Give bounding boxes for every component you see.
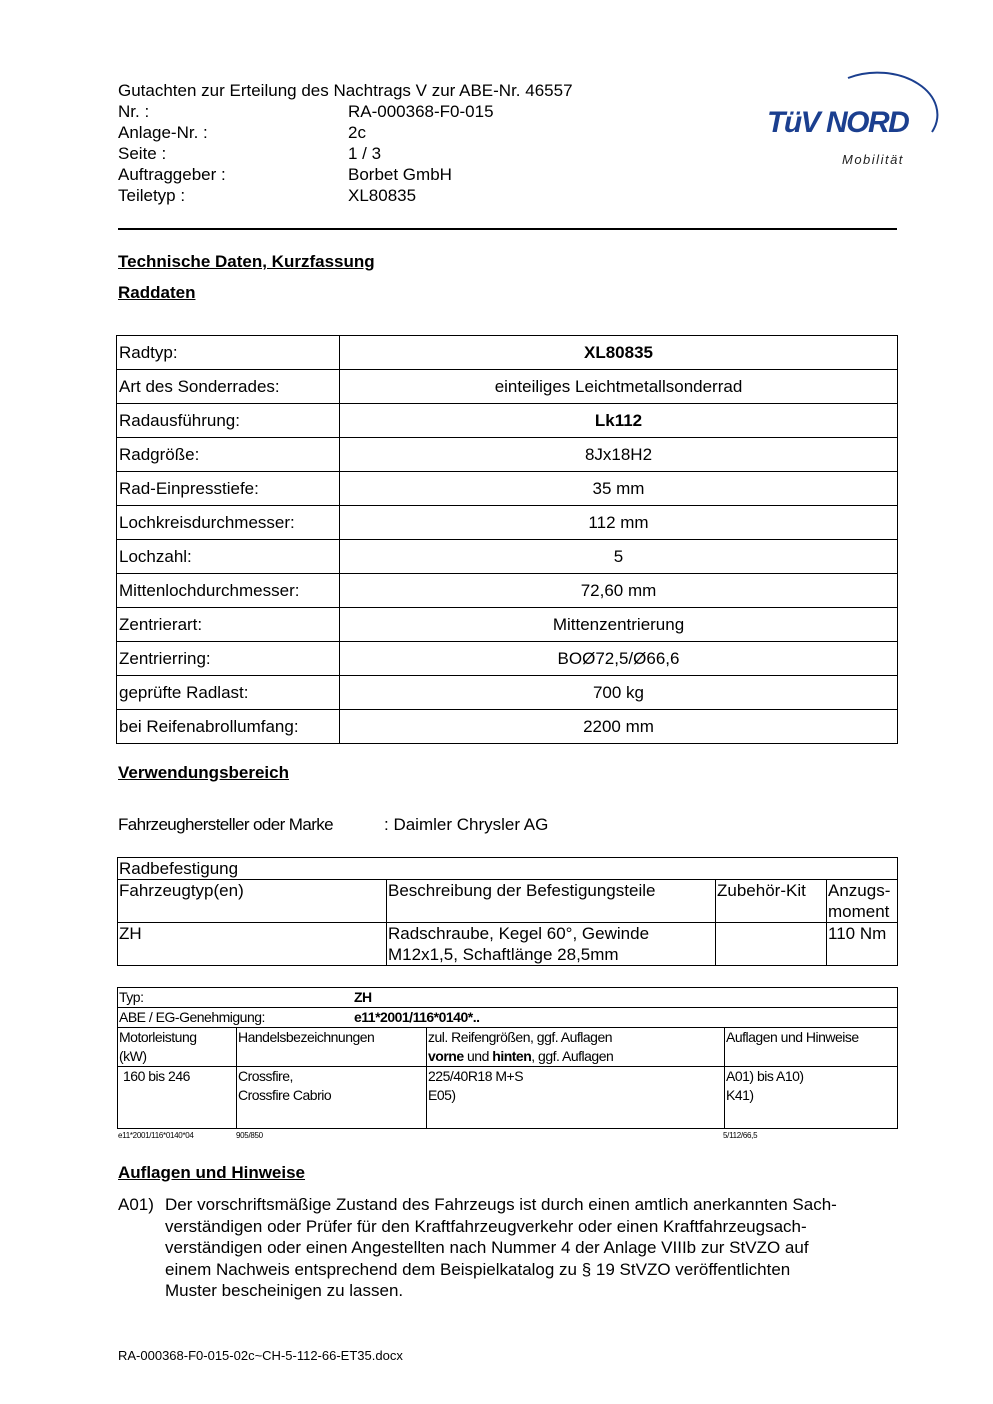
table-row bbox=[117, 676, 898, 710]
raddaten-value: 5 bbox=[340, 540, 898, 574]
column-header: Zubehör-Kit bbox=[716, 880, 827, 923]
condition-text-line: einem Nachweis entsprechend dem Beispielkatalog zu § 19 StVZO veröffentlichten bbox=[165, 1259, 791, 1279]
column-header-bold: vorne bbox=[428, 1048, 464, 1064]
table-row bbox=[117, 336, 898, 370]
document-footer: RA-000368-F0-015-02c~CH-5-112-66-ET35.docx bbox=[118, 1348, 403, 1363]
raddaten-value: XL80835 bbox=[340, 336, 898, 370]
table-cell-line: 225/40R18 M+S bbox=[428, 1068, 524, 1084]
raddaten-value: einteiliges Leichtmetallsonderrad bbox=[340, 370, 898, 404]
table-row bbox=[118, 1067, 898, 1129]
raddaten-label: Lochzahl: bbox=[117, 540, 340, 574]
table-row bbox=[117, 608, 898, 642]
table-cell-line: A01) bis A10) bbox=[726, 1068, 804, 1084]
header-label: Nr. : bbox=[118, 102, 150, 121]
table-cell bbox=[725, 1067, 898, 1129]
table-row bbox=[117, 642, 898, 676]
logo-subtitle: Mobilität bbox=[842, 152, 904, 167]
raddaten-label: bei Reifenabrollumfang: bbox=[117, 710, 340, 744]
header-label: Auftraggeber : bbox=[118, 165, 226, 184]
raddaten-table bbox=[116, 335, 898, 744]
footnote-weights: 905/850 bbox=[236, 1131, 263, 1140]
table-row bbox=[117, 438, 898, 472]
condition-text-line: verständigen oder Prüfer für den Kraftfahrzeugverkehr oder einen Kraftfahrzeugsach- bbox=[165, 1216, 807, 1236]
column-header: Auflagen und Hinweise bbox=[725, 1028, 898, 1067]
footnote-bolt-pattern: 5/112/66,5 bbox=[723, 1131, 758, 1140]
typ-label: Typ: bbox=[119, 989, 144, 1005]
column-header: Beschreibung der Befestigungsteile bbox=[387, 880, 716, 923]
column-header-line: Motorleistung bbox=[119, 1029, 197, 1045]
column-header: Fahrzeugtyp(en) bbox=[118, 880, 387, 923]
header-value: RA-000368-F0-015 bbox=[348, 102, 494, 121]
table-row bbox=[117, 540, 898, 574]
raddaten-label: Radgröße: bbox=[117, 438, 340, 472]
logo-wordmark: TüV NORD bbox=[767, 106, 909, 139]
table-row bbox=[118, 988, 898, 1008]
condition-code: A01) bbox=[118, 1195, 154, 1214]
condition-text-line: Der vorschriftsmäßige Zustand des Fahrzeugs ist durch einen amtlich anerkannten Sach- bbox=[165, 1195, 837, 1214]
table-row bbox=[117, 506, 898, 540]
table-cell-line: Radschraube, Kegel 60°, Gewinde bbox=[388, 924, 650, 943]
table-row bbox=[117, 472, 898, 506]
table-cell bbox=[118, 1067, 237, 1129]
header-row-teiletyp bbox=[118, 185, 898, 206]
table-cell: 110 Nm bbox=[827, 923, 898, 966]
section-auflagen-heading: Auflagen und Hinweise bbox=[118, 1163, 306, 1182]
table-cell-line: Crossfire, bbox=[238, 1068, 293, 1084]
table-cell bbox=[237, 1067, 427, 1129]
column-header-text: und bbox=[463, 1048, 493, 1064]
raddaten-label: Rad-Einpresstiefe: bbox=[117, 472, 340, 506]
column-header bbox=[827, 880, 898, 923]
column-header-text: , ggf. Auflagen bbox=[531, 1048, 614, 1064]
raddaten-label: Radtyp: bbox=[117, 336, 340, 370]
raddaten-value: BOØ72,5/Ø66,6 bbox=[340, 642, 898, 676]
raddaten-value: 35 mm bbox=[340, 472, 898, 506]
column-header: Handelsbezeichnungen bbox=[237, 1028, 427, 1067]
table-cell bbox=[387, 923, 716, 966]
table-cell bbox=[427, 1067, 725, 1129]
table-cell-line: M12x1,5, Schaftlänge 28,5mm bbox=[388, 945, 619, 964]
table-cell bbox=[716, 923, 827, 966]
table-row bbox=[117, 404, 898, 438]
radbefestigung-title: Radbefestigung bbox=[118, 858, 898, 880]
table-row bbox=[118, 923, 898, 966]
table-row bbox=[117, 370, 898, 404]
raddaten-label: Radausführung: bbox=[117, 404, 340, 438]
column-header-line: Anzugs- bbox=[828, 881, 891, 900]
header-label: Anlage-Nr. : bbox=[118, 123, 208, 142]
abe-label: ABE / EG-Genehmigung: bbox=[119, 1009, 265, 1025]
column-header bbox=[427, 1028, 725, 1067]
raddaten-value: 112 mm bbox=[340, 506, 898, 540]
raddaten-value: 700 kg bbox=[340, 676, 898, 710]
tuv-nord-logo bbox=[760, 56, 940, 171]
table-cell-line: K41) bbox=[726, 1087, 754, 1103]
header-value: 1 / 3 bbox=[348, 144, 382, 163]
table-row bbox=[118, 1008, 898, 1028]
column-header-bold: hinten bbox=[492, 1048, 532, 1064]
typ-value: ZH bbox=[354, 989, 372, 1005]
column-header bbox=[118, 1028, 237, 1067]
header-value: Borbet GmbH bbox=[348, 165, 452, 184]
column-header-line: (kW) bbox=[119, 1048, 147, 1064]
manufacturer-label: Fahrzeughersteller oder Marke bbox=[118, 815, 334, 834]
raddaten-value: 72,60 mm bbox=[340, 574, 898, 608]
condition-text-line: verständigen oder einen Angestellten nach Nummer 4 der Anlage VIIIb zur StVZO auf bbox=[165, 1238, 809, 1257]
column-header-line: zul. Reifengrößen, ggf. Auflagen bbox=[428, 1029, 613, 1045]
condition-a01 bbox=[118, 1194, 898, 1302]
abe-row bbox=[118, 1008, 898, 1028]
header-value: XL80835 bbox=[348, 186, 417, 205]
table-cell-line: E05) bbox=[428, 1087, 456, 1103]
raddaten-value: 2200 mm bbox=[340, 710, 898, 744]
raddaten-label: geprüfte Radlast: bbox=[117, 676, 340, 710]
raddaten-table-body bbox=[117, 336, 898, 744]
section-verwendung-heading: Verwendungsbereich bbox=[118, 763, 289, 782]
radbefestigung-table bbox=[117, 857, 898, 966]
header-label: Seite : bbox=[118, 144, 167, 163]
header-label: Teiletyp : bbox=[118, 186, 186, 205]
raddaten-label: Zentrierring: bbox=[117, 642, 340, 676]
header-title: Gutachten zur Erteilung des Nachtrags V zur ABE-Nr. 46557 bbox=[118, 81, 573, 100]
raddaten-value: Mittenzentrierung bbox=[340, 608, 898, 642]
raddaten-value: Lk112 bbox=[340, 404, 898, 438]
typ-row bbox=[118, 988, 898, 1008]
section-technical-heading: Technische Daten, Kurzfassung bbox=[118, 252, 375, 271]
footnote-approval: e11*2001/116*0140*04 bbox=[118, 1131, 194, 1140]
raddaten-label: Art des Sonderrades: bbox=[117, 370, 340, 404]
table-row bbox=[118, 858, 898, 880]
raddaten-label: Lochkreisdurchmesser: bbox=[117, 506, 340, 540]
table-cell-line: 160 bis 246 bbox=[123, 1068, 190, 1084]
raddaten-value: 8Jx18H2 bbox=[340, 438, 898, 472]
manufacturer-value: : Daimler Chrysler AG bbox=[384, 815, 549, 834]
condition-text bbox=[165, 1194, 898, 1302]
raddaten-label: Zentrierart: bbox=[117, 608, 340, 642]
typ-table bbox=[117, 987, 898, 1129]
column-header-line: moment bbox=[828, 902, 890, 921]
table-header-row bbox=[118, 1028, 898, 1067]
table-row bbox=[117, 574, 898, 608]
header-value: 2c bbox=[348, 123, 366, 142]
table-cell-line: Crossfire Cabrio bbox=[238, 1087, 332, 1103]
table-row bbox=[117, 710, 898, 744]
table-header-row bbox=[118, 880, 898, 923]
table-cell: ZH bbox=[118, 923, 387, 966]
header-divider bbox=[118, 228, 897, 230]
abe-value: e11*2001/116*0140*.. bbox=[354, 1009, 480, 1025]
section-raddaten-heading: Raddaten bbox=[118, 283, 196, 302]
raddaten-label: Mittenlochdurchmesser: bbox=[117, 574, 340, 608]
condition-text-line: Muster bescheinigen zu lassen. bbox=[165, 1281, 404, 1300]
